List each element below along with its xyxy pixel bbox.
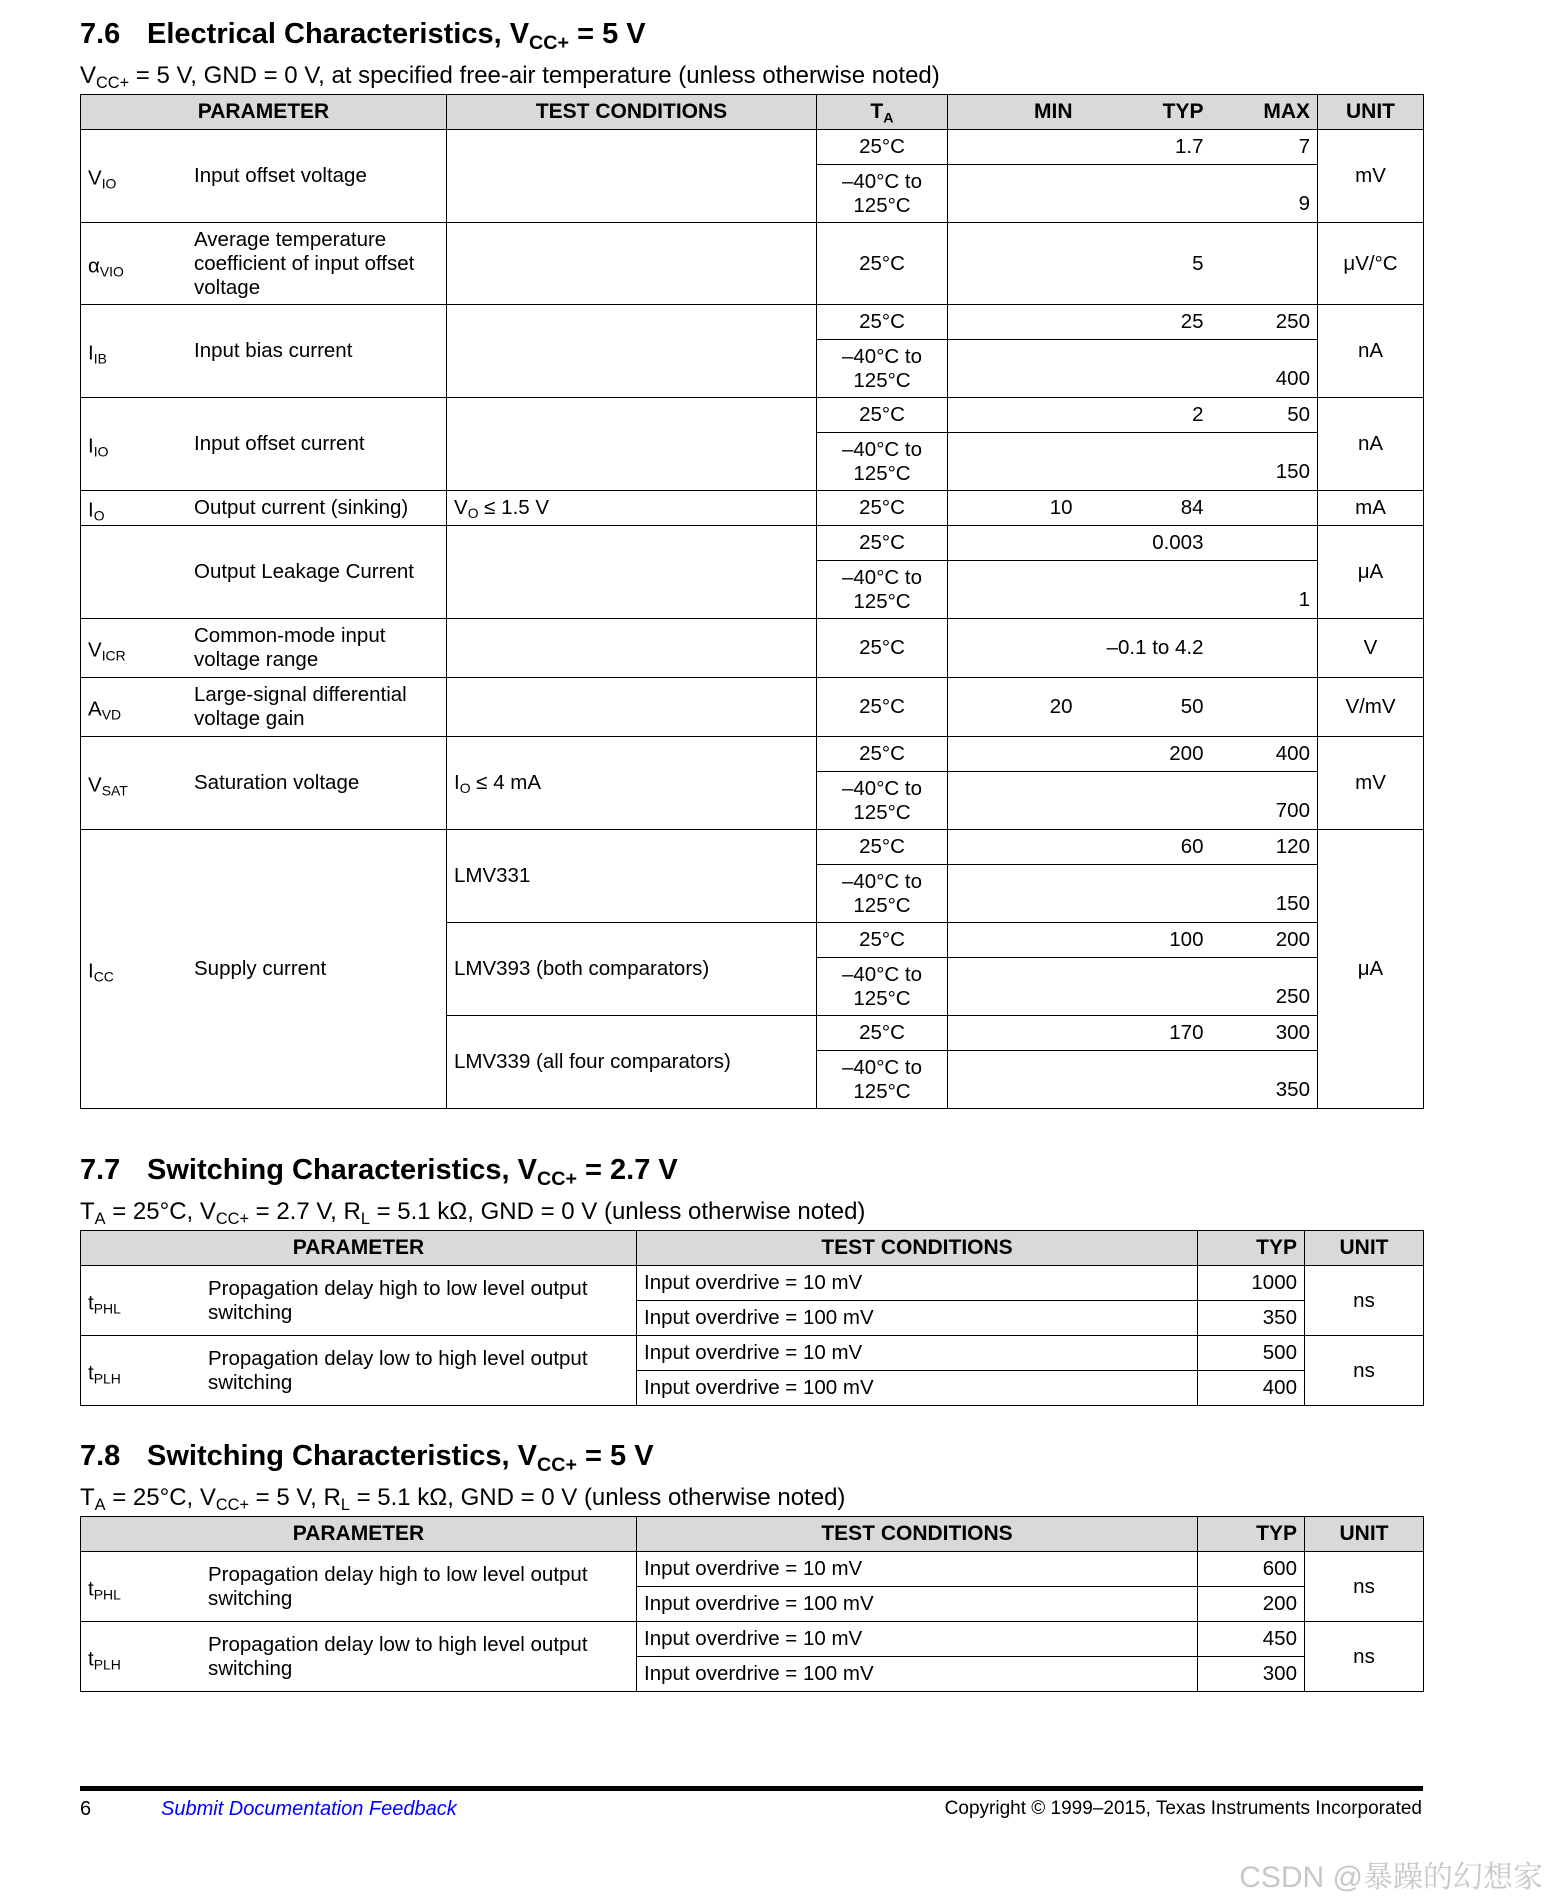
ta-cell: 25°C	[817, 923, 948, 958]
typ-value: –0.1 to 4.2	[1080, 619, 1211, 678]
max-value	[1211, 678, 1318, 737]
table-row	[81, 1336, 1424, 1371]
ta-cell: –40°C to 125°C	[817, 561, 948, 619]
max-value	[1211, 526, 1318, 561]
parameter-name: Propagation delay low to high level output switching	[208, 1346, 588, 1394]
table-row	[81, 1622, 1424, 1657]
parameter-symbol	[88, 434, 108, 458]
parameter-symbol	[88, 498, 105, 522]
parameter-symbol	[88, 638, 126, 662]
condition-text: LMV331	[454, 864, 531, 887]
section-number: 7.6	[80, 18, 121, 50]
cond-text-end: = 5 V, GND = 0 V, at specified free-air temperature (unless otherwise noted)	[129, 62, 940, 89]
parameter-name: Propagation delay high to low level output switching	[208, 1562, 588, 1610]
typ-value: 50	[1080, 678, 1211, 737]
test-condition	[447, 678, 817, 737]
max-value	[1211, 223, 1318, 305]
parameter-symbol	[88, 773, 128, 797]
typ-value	[1080, 433, 1211, 491]
typ-value: 350	[1198, 1301, 1305, 1336]
parameter-cell	[81, 305, 447, 398]
cond-subscript: A	[94, 1495, 106, 1514]
test-condition	[447, 491, 817, 526]
min-value	[948, 561, 1080, 619]
copyright: Copyright © 1999–2015, Texas Instruments Incorporated	[944, 1798, 1422, 1819]
max-value: 400	[1211, 340, 1318, 398]
header-parameter: PARAMETER	[81, 1517, 637, 1552]
typ-value: 400	[1198, 1371, 1305, 1406]
title-text-end: = 5 V	[576, 1440, 654, 1472]
section-title-7-8	[80, 1440, 654, 1476]
header-typ: TYP	[1198, 1517, 1305, 1552]
footer-rule	[80, 1786, 1423, 1791]
min-value	[948, 340, 1080, 398]
unit-cell: V/mV	[1318, 678, 1424, 737]
test-condition	[447, 737, 817, 830]
min-value	[948, 398, 1080, 433]
parameter-symbol	[88, 166, 116, 190]
parameter-name: Input offset current	[194, 432, 365, 455]
title-subscript: CC+	[537, 1167, 577, 1190]
test-condition	[447, 130, 817, 223]
table-row	[81, 830, 1424, 865]
typ-value: 1.7	[1080, 130, 1211, 165]
header-min: MIN	[948, 95, 1080, 130]
max-value: 250	[1211, 305, 1318, 340]
table-row	[81, 223, 1424, 305]
unit-cell: mV	[1318, 737, 1424, 830]
condition-text: V	[454, 496, 468, 519]
unit-cell: ns	[1305, 1552, 1424, 1622]
test-condition	[447, 1016, 817, 1109]
min-value	[948, 923, 1080, 958]
symbol-text: I	[88, 959, 94, 983]
table-header-row	[81, 1517, 1424, 1552]
symbol-subscript: O	[93, 507, 105, 524]
typ-value: 600	[1198, 1552, 1305, 1587]
unit-cell: μV/°C	[1318, 223, 1424, 305]
header-typ: TYP	[1080, 95, 1211, 130]
symbol-text: V	[88, 638, 102, 662]
ta-cell: –40°C to 125°C	[817, 165, 948, 223]
cond-text: = 5 V, R	[248, 1484, 341, 1511]
symbol-subscript: IO	[93, 443, 109, 460]
parameter-name: Saturation voltage	[194, 771, 360, 794]
typ-value: 200	[1198, 1587, 1305, 1622]
symbol-text: t	[88, 1360, 94, 1384]
table-row	[81, 130, 1424, 165]
unit-cell: μA	[1318, 526, 1424, 619]
typ-value: 300	[1198, 1657, 1305, 1692]
symbol-text: V	[88, 773, 102, 797]
min-value	[948, 223, 1080, 305]
max-value: 250	[1211, 958, 1318, 1016]
parameter-cell	[81, 1622, 637, 1692]
unit-cell: ns	[1305, 1336, 1424, 1406]
parameter-symbol	[88, 254, 124, 278]
table-row	[81, 1266, 1424, 1301]
symbol-text: I	[88, 498, 94, 522]
cond-subscript: A	[94, 1209, 106, 1228]
typ-value: 25	[1080, 305, 1211, 340]
parameter-cell	[81, 1336, 637, 1406]
parameter-cell	[81, 398, 447, 491]
max-value	[1211, 619, 1318, 678]
cond-text: = 5.1 kΩ, GND = 0 V (unless otherwise noted)	[349, 1484, 846, 1511]
min-value	[948, 165, 1080, 223]
title-subscript: CC+	[529, 31, 570, 54]
page-number: 6	[80, 1798, 92, 1820]
ta-cell: –40°C to 125°C	[817, 1051, 948, 1109]
ta-cell: 25°C	[817, 526, 948, 561]
title-text: Electrical Characteristics, V	[147, 18, 530, 50]
max-value: 7	[1211, 130, 1318, 165]
typ-value: 2	[1080, 398, 1211, 433]
symbol-subscript: VIO	[99, 263, 124, 280]
parameter-cell	[81, 130, 447, 223]
condition-text: LMV339 (all four comparators)	[454, 1050, 731, 1073]
condition-text: I	[454, 771, 460, 794]
section-title-7-6	[80, 18, 646, 54]
cond-text: T	[80, 1484, 95, 1511]
header-ta-text: T	[870, 100, 884, 123]
parameter-name: Propagation delay low to high level output switching	[208, 1632, 588, 1680]
typ-value	[1080, 772, 1211, 830]
symbol-text: A	[88, 697, 102, 721]
typ-value	[1080, 1051, 1211, 1109]
parameter-name: Supply current	[194, 957, 327, 980]
section-number: 7.8	[80, 1440, 121, 1472]
parameter-symbol	[88, 959, 114, 983]
cond-text: T	[80, 1198, 95, 1225]
typ-value: 170	[1080, 1016, 1211, 1051]
parameter-symbol	[88, 1647, 121, 1671]
test-condition: Input overdrive = 10 mV	[637, 1622, 1198, 1657]
parameter-name: Output Leakage Current	[194, 560, 414, 583]
parameter-name: Common-mode input voltage range	[194, 624, 386, 671]
test-condition	[447, 526, 817, 619]
header-unit: UNIT	[1318, 95, 1424, 130]
min-value	[948, 1016, 1080, 1051]
cond-subscript: CC+	[215, 1495, 249, 1514]
symbol-subscript: ICR	[101, 647, 126, 664]
title-subscript: CC+	[537, 1453, 577, 1476]
header-max: MAX	[1211, 95, 1318, 130]
typ-value: 200	[1080, 737, 1211, 772]
symbol-text: I	[88, 434, 94, 458]
test-condition	[447, 923, 817, 1016]
unit-cell: μA	[1318, 830, 1424, 1109]
min-value	[948, 619, 1080, 678]
unit-cell: nA	[1318, 398, 1424, 491]
max-value: 120	[1211, 830, 1318, 865]
typ-value	[1080, 865, 1211, 923]
ta-cell: –40°C to 125°C	[817, 772, 948, 830]
max-value: 400	[1211, 737, 1318, 772]
submit-feedback-link[interactable]: Submit Documentation Feedback	[161, 1798, 457, 1820]
ta-cell: 25°C	[817, 130, 948, 165]
ta-cell: 25°C	[817, 737, 948, 772]
test-condition: Input overdrive = 10 mV	[637, 1552, 1198, 1587]
cond-subscript: L	[340, 1495, 350, 1514]
parameter-cell	[81, 1266, 637, 1336]
condition-text: LMV393 (both comparators)	[454, 957, 710, 980]
header-unit: UNIT	[1305, 1231, 1424, 1266]
table-row	[81, 678, 1424, 737]
symbol-text: V	[88, 166, 102, 190]
test-condition	[447, 398, 817, 491]
table-row	[81, 619, 1424, 678]
ta-cell: –40°C to 125°C	[817, 865, 948, 923]
min-value: 20	[948, 678, 1080, 737]
test-condition: Input overdrive = 10 mV	[637, 1266, 1198, 1301]
cond-subscript: L	[360, 1209, 370, 1228]
symbol-text: I	[88, 341, 94, 365]
header-ta-sub: A	[883, 110, 894, 127]
min-value	[948, 958, 1080, 1016]
cond-text: = 2.7 V, R	[248, 1198, 361, 1225]
ta-cell: 25°C	[817, 223, 948, 305]
table-row	[81, 1552, 1424, 1587]
parameter-cell	[81, 830, 447, 1109]
condition-text-end: ≤ 4 mA	[470, 771, 542, 794]
condition-subscript: O	[459, 780, 471, 797]
parameter-name: Output current (sinking)	[194, 496, 409, 519]
test-condition	[447, 305, 817, 398]
cond-text: V	[80, 62, 97, 89]
typ-value: 60	[1080, 830, 1211, 865]
parameter-cell	[81, 678, 447, 737]
min-value	[948, 865, 1080, 923]
cond-subscript: CC+	[215, 1209, 249, 1228]
symbol-subscript: PHL	[93, 1300, 121, 1317]
table-row	[81, 305, 1424, 340]
symbol-text: t	[88, 1646, 94, 1670]
symbol-subscript: IB	[93, 350, 107, 367]
header-typ: TYP	[1198, 1231, 1305, 1266]
title-text-end: = 5 V	[569, 18, 646, 50]
condition-subscript: O	[467, 505, 479, 522]
typ-value: 5	[1080, 223, 1211, 305]
parameter-cell	[81, 619, 447, 678]
unit-cell: V	[1318, 619, 1424, 678]
ta-cell: 25°C	[817, 1016, 948, 1051]
watermark: CSDN @暴躁的幻想家	[1239, 1861, 1543, 1894]
unit-cell: mV	[1318, 130, 1424, 223]
parameter-cell	[81, 1552, 637, 1622]
parameter-symbol	[88, 1361, 121, 1385]
section-number: 7.7	[80, 1154, 121, 1186]
parameter-name: Input offset voltage	[194, 164, 367, 187]
ta-cell: 25°C	[817, 678, 948, 737]
cond-text: = 5.1 kΩ, GND = 0 V (unless otherwise noted)	[369, 1198, 866, 1225]
parameter-name: Propagation delay high to low level output switching	[208, 1276, 588, 1324]
parameter-symbol	[88, 697, 121, 721]
test-condition: Input overdrive = 100 mV	[637, 1371, 1198, 1406]
title-text: Switching Characteristics, V	[147, 1440, 538, 1472]
parameter-symbol	[88, 1577, 121, 1601]
unit-cell: mA	[1318, 491, 1424, 526]
header-test-conditions: TEST CONDITIONS	[637, 1231, 1198, 1266]
typ-value: 84	[1080, 491, 1211, 526]
parameter-cell	[81, 223, 447, 305]
table-row	[81, 526, 1424, 561]
min-value	[948, 433, 1080, 491]
ta-cell: –40°C to 125°C	[817, 958, 948, 1016]
section-conditions-7-6	[80, 62, 940, 90]
test-condition	[447, 619, 817, 678]
ta-cell: –40°C to 125°C	[817, 433, 948, 491]
test-condition: Input overdrive = 10 mV	[637, 1336, 1198, 1371]
max-value: 1	[1211, 561, 1318, 619]
min-value: 10	[948, 491, 1080, 526]
section-conditions-7-8	[80, 1484, 845, 1512]
symbol-subscript: PLH	[93, 1656, 121, 1673]
min-value	[948, 737, 1080, 772]
typ-value: 1000	[1198, 1266, 1305, 1301]
max-value	[1211, 491, 1318, 526]
symbol-subscript: PLH	[93, 1370, 121, 1387]
ta-cell: –40°C to 125°C	[817, 340, 948, 398]
test-condition: Input overdrive = 100 mV	[637, 1657, 1198, 1692]
unit-cell: nA	[1318, 305, 1424, 398]
max-value: 50	[1211, 398, 1318, 433]
min-value	[948, 772, 1080, 830]
unit-cell: ns	[1305, 1266, 1424, 1336]
max-value: 350	[1211, 1051, 1318, 1109]
min-value	[948, 1051, 1080, 1109]
header-ta	[817, 95, 948, 130]
ta-cell: 25°C	[817, 491, 948, 526]
switching-characteristics-5v-table	[80, 1516, 1424, 1692]
min-value	[948, 526, 1080, 561]
symbol-subscript: CC	[93, 968, 114, 985]
parameter-name: Input bias current	[194, 339, 353, 362]
max-value: 9	[1211, 165, 1318, 223]
electrical-characteristics-table	[80, 94, 1424, 1109]
ta-cell: 25°C	[817, 619, 948, 678]
parameter-cell	[81, 526, 447, 619]
switching-characteristics-2v7-table	[80, 1230, 1424, 1406]
test-condition: Input overdrive = 100 mV	[637, 1301, 1198, 1336]
symbol-subscript: PHL	[93, 1586, 121, 1603]
typ-value: 100	[1080, 923, 1211, 958]
table-header-row	[81, 1231, 1424, 1266]
ta-cell: 25°C	[817, 305, 948, 340]
unit-cell: ns	[1305, 1622, 1424, 1692]
header-test-conditions: TEST CONDITIONS	[637, 1517, 1198, 1552]
header-unit: UNIT	[1305, 1517, 1424, 1552]
typ-value: 500	[1198, 1336, 1305, 1371]
max-value: 700	[1211, 772, 1318, 830]
parameter-symbol	[88, 1291, 121, 1315]
symbol-text: t	[88, 1290, 94, 1314]
min-value	[948, 305, 1080, 340]
ta-cell: 25°C	[817, 398, 948, 433]
symbol-text: t	[88, 1576, 94, 1600]
table-row	[81, 491, 1424, 526]
symbol-subscript: SAT	[101, 782, 128, 799]
typ-value	[1080, 561, 1211, 619]
max-value: 300	[1211, 1016, 1318, 1051]
symbol-subscript: IO	[101, 175, 117, 192]
min-value	[948, 830, 1080, 865]
condition-text-end: ≤ 1.5 V	[478, 496, 550, 519]
cond-subscript: CC+	[96, 73, 130, 92]
header-parameter: PARAMETER	[81, 95, 447, 130]
table-row	[81, 737, 1424, 772]
table-row	[81, 398, 1424, 433]
parameter-cell	[81, 737, 447, 830]
typ-value	[1080, 340, 1211, 398]
typ-value	[1080, 165, 1211, 223]
title-text: Switching Characteristics, V	[147, 1154, 538, 1186]
max-value: 150	[1211, 865, 1318, 923]
table-header-row	[81, 95, 1424, 130]
test-condition: Input overdrive = 100 mV	[637, 1587, 1198, 1622]
cond-text: = 25°C, V	[105, 1484, 216, 1511]
symbol-subscript: VD	[101, 706, 122, 723]
header-parameter: PARAMETER	[81, 1231, 637, 1266]
parameter-name: Average temperature coefficient of input offset voltage	[194, 227, 415, 299]
symbol-text: α	[88, 253, 100, 277]
title-text-end: = 2.7 V	[576, 1154, 678, 1186]
parameter-cell	[81, 491, 447, 526]
section-title-7-7	[80, 1154, 678, 1190]
max-value: 200	[1211, 923, 1318, 958]
min-value	[948, 130, 1080, 165]
cond-text: = 25°C, V	[105, 1198, 216, 1225]
typ-value	[1080, 958, 1211, 1016]
header-test-conditions: TEST CONDITIONS	[447, 95, 817, 130]
test-condition	[447, 830, 817, 923]
max-value: 150	[1211, 433, 1318, 491]
parameter-symbol	[88, 341, 107, 365]
test-condition	[447, 223, 817, 305]
typ-value: 0.003	[1080, 526, 1211, 561]
typ-value: 450	[1198, 1622, 1305, 1657]
parameter-name: Large-signal differential voltage gain	[194, 683, 407, 730]
ta-cell: 25°C	[817, 830, 948, 865]
section-conditions-7-7	[80, 1198, 865, 1226]
